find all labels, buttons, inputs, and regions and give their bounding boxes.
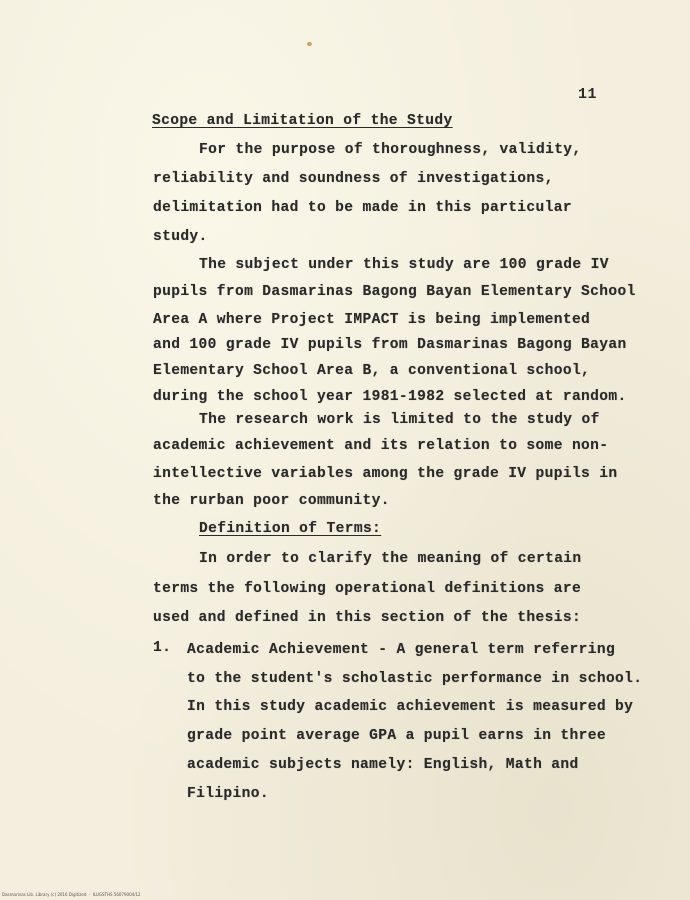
paragraph-line: academic achievement and its relation to some non- xyxy=(153,438,609,454)
paragraph-line: reliability and soundness of investigations, xyxy=(153,171,554,187)
paper-speck xyxy=(307,42,312,46)
scope-heading: Scope and Limitation of the Study xyxy=(152,113,453,129)
paragraph-line: used and defined in this section of the thesis: xyxy=(153,610,582,626)
definition-line: Filipino. xyxy=(187,786,269,802)
paragraph-line: The subject under this study are 100 grade IV xyxy=(199,257,609,273)
paragraph-line: For the purpose of thoroughness, validity, xyxy=(199,142,582,158)
paragraph-line: during the school year 1981-1982 selected at random. xyxy=(153,389,627,405)
definition-heading: Definition of Terms: xyxy=(199,521,382,537)
definition-line: Academic Achievement - A general term referring xyxy=(187,642,616,658)
paragraph-line: study. xyxy=(153,229,208,245)
definition-line: In this study academic achievement is measured by xyxy=(187,699,634,715)
paragraph-line: intellective variables among the grade IV pupils in xyxy=(153,466,618,482)
paragraph-line: The research work is limited to the study of xyxy=(199,412,600,428)
paragraph-line: In order to clarify the meaning of certain xyxy=(199,551,582,567)
definition-line: academic subjects namely: English, Math and xyxy=(187,757,579,773)
definition-line: to the student's scholastic performance in school. xyxy=(187,671,643,687)
definition-line: grade point average GPA a pupil earns in three xyxy=(187,728,606,744)
paragraph-line: pupils from Dasmarinas Bagong Bayan Elementary School xyxy=(153,284,636,300)
paragraph-line: Area A where Project IMPACT is being implemented xyxy=(153,312,591,328)
paragraph-line: and 100 grade IV pupils from Dasmarinas Bagong Bayan xyxy=(153,337,627,353)
paragraph-line: delimitation had to be made in this particular xyxy=(153,200,572,216)
paragraph-line: Elementary School Area B, a conventional school, xyxy=(153,363,591,379)
page-number: 11 xyxy=(578,86,598,103)
footer-stamp: Dasmarinas Lib. Library (c) 2016 Digitized · ILUGSTHS 56079004/12 xyxy=(2,892,141,897)
paragraph-line: terms the following operational definitions are xyxy=(153,581,582,597)
definition-number: 1. xyxy=(153,640,172,656)
paragraph-line: the rurban poor community. xyxy=(153,493,390,509)
